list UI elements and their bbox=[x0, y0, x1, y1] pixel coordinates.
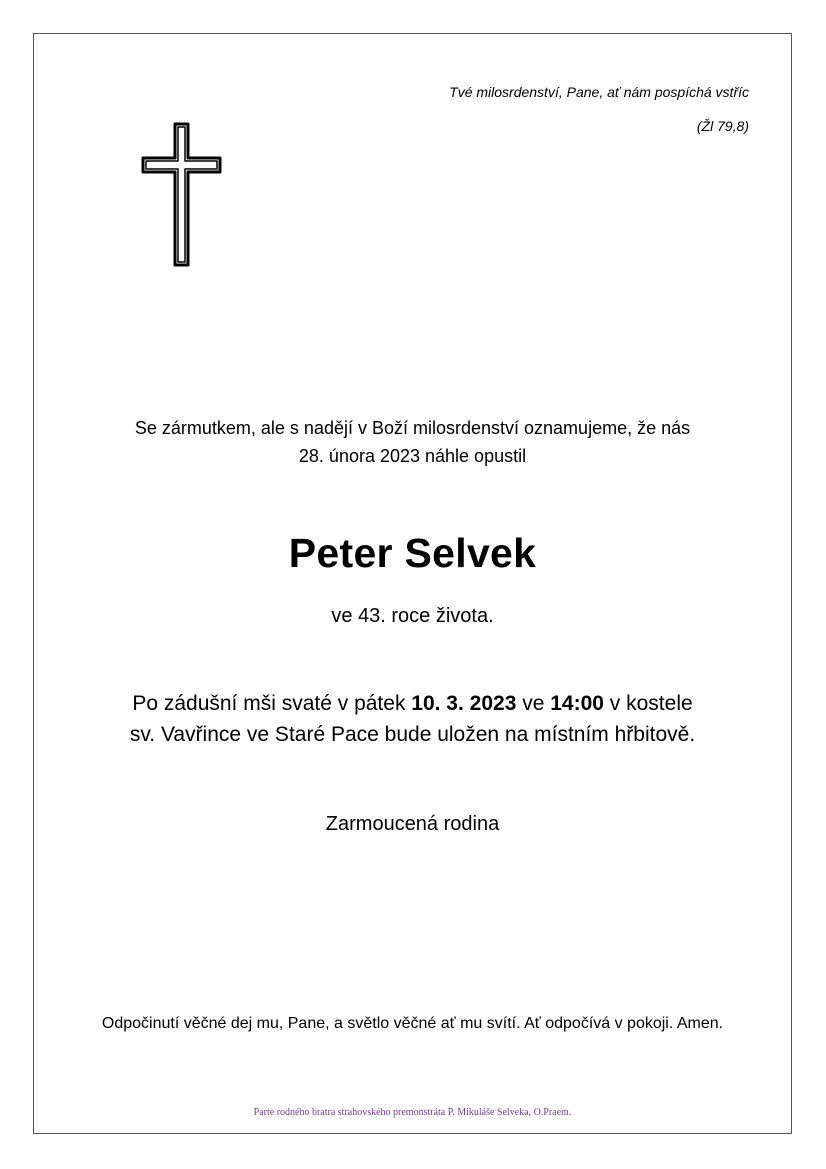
cross-icon bbox=[140, 122, 224, 268]
footer-note: Parte rodného bratra strahovského premonstráta P. Mikuláše Selveka, O.Praem. bbox=[253, 1107, 572, 1118]
funeral-suffix: v kostele bbox=[603, 692, 693, 715]
funeral-line-2: sv. Vavřince ve Staré Pace bude uložen na místním hřbitově. bbox=[129, 723, 696, 746]
funeral-middle: ve bbox=[516, 692, 551, 715]
psalm-quote: Tvé milosrdenství, Pane, ať nám pospíchá vstříc bbox=[449, 84, 749, 100]
announcement-line-1: Se zármutkem, ale s nadějí v Boží milosrdenství oznamujeme, že nás bbox=[134, 418, 691, 438]
deceased-age: ve 43. roce života. bbox=[331, 605, 494, 627]
funeral-date: 10. 3. 2023 bbox=[411, 692, 517, 715]
funeral-time: 14:00 bbox=[550, 692, 604, 715]
announcement bbox=[33, 414, 792, 470]
deceased-name: Peter Selvek bbox=[288, 530, 537, 576]
funeral-info bbox=[33, 688, 792, 750]
announcement-line-2: 28. února 2023 náhle opustil bbox=[298, 446, 527, 466]
family-signature: Zarmoucená rodina bbox=[325, 813, 500, 835]
psalm-reference: (Žl 79,8) bbox=[696, 118, 749, 134]
funeral-line-1 bbox=[33, 688, 792, 719]
funeral-prefix: Po zádušní mši svaté v pátek bbox=[132, 692, 412, 715]
closing-prayer: Odpočinutí věčné dej mu, Pane, a světlo věčné ať mu svítí. Ať odpočívá v pokoji. Amen. bbox=[101, 1015, 724, 1032]
